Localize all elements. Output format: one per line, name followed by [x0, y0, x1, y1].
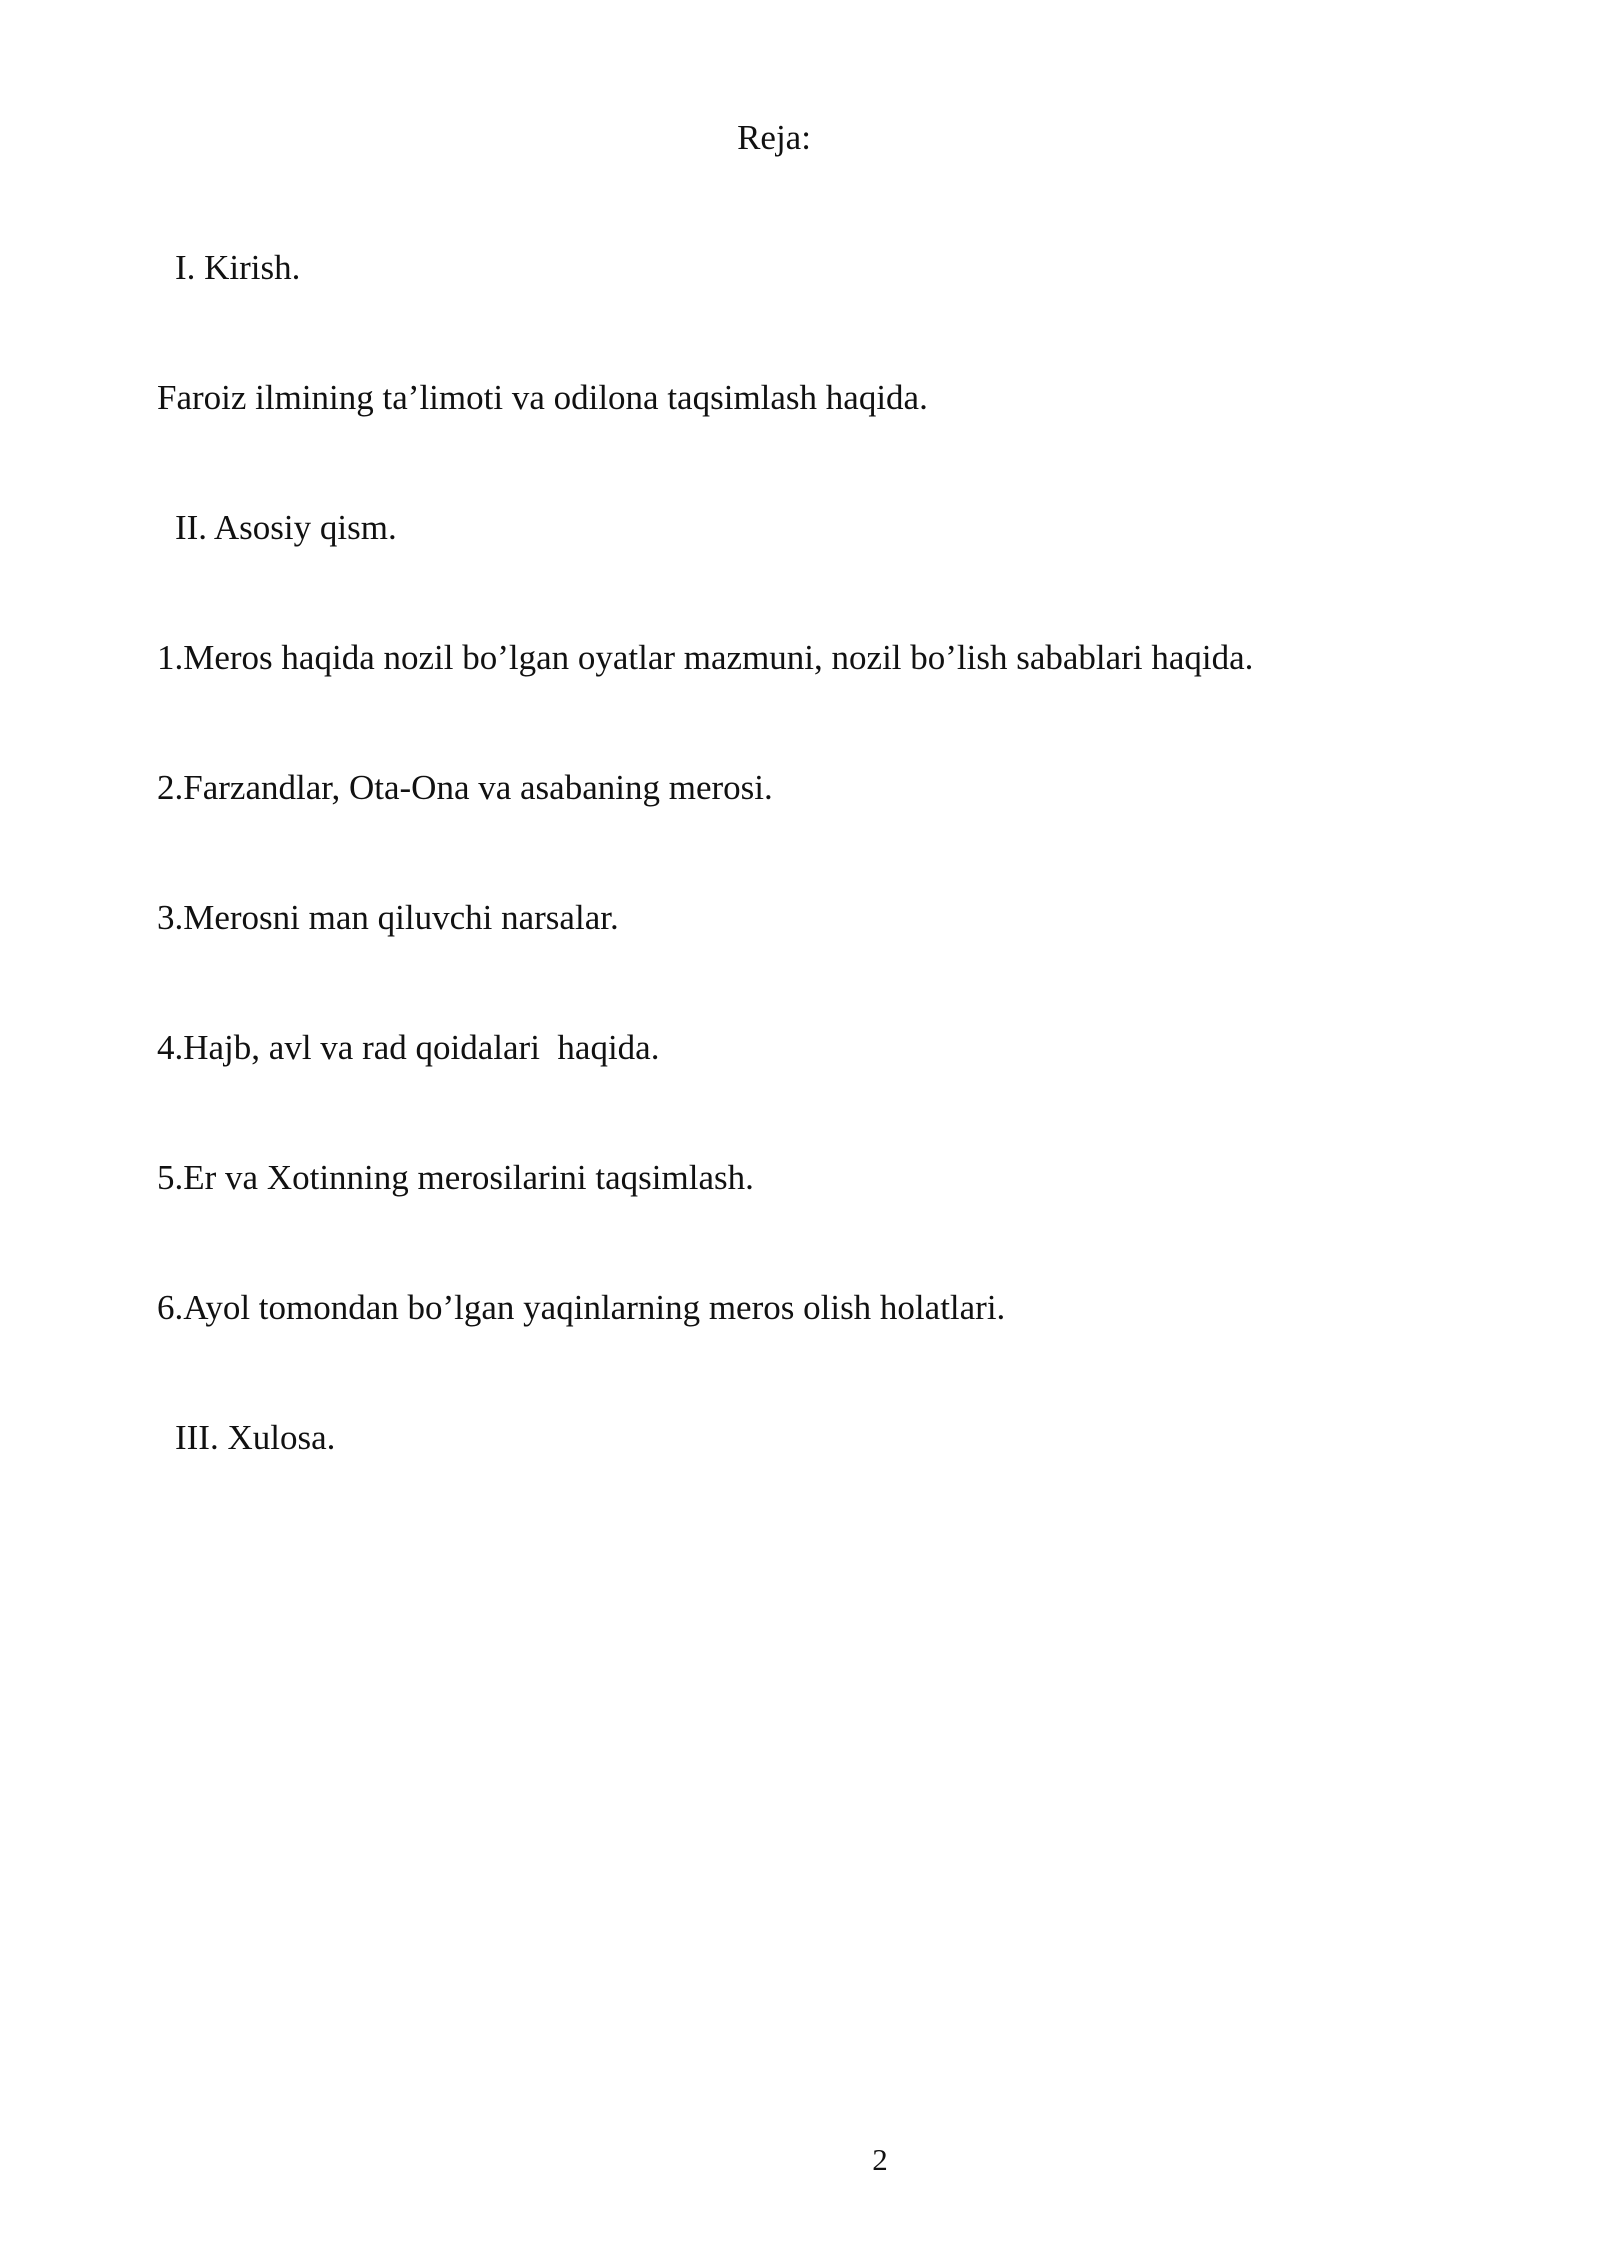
page-number: 2: [872, 2142, 888, 2177]
main-item-4: 4.Hajb, avl va rad qoidalari haqida.: [157, 1028, 660, 1067]
plan-title: Reja:: [737, 118, 811, 157]
main-item-6: 6.Ayol tomondan bo’lgan yaqinlarning meros olish holatlari.: [157, 1288, 1006, 1327]
main-item-5: 5.Er va Xotinning merosilarini taqsimlash.: [157, 1158, 754, 1197]
main-item-1: 1.Meros haqida nozil bo’lgan oyatlar mazmuni, nozil bo’lish sabablari haqida.: [157, 638, 1254, 677]
main-item-2: 2.Farzandlar, Ota-Ona va asabaning merosi.: [157, 768, 773, 807]
section-main-part: II. Asosiy qism.: [175, 508, 397, 547]
section-conclusion: III. Xulosa.: [175, 1418, 336, 1457]
main-item-3: 3.Merosni man qiluvchi narsalar.: [157, 898, 619, 937]
introduction-topic: Faroiz ilmining ta’limoti va odilona taqsimlash haqida.: [157, 378, 928, 417]
section-introduction: I. Kirish.: [175, 248, 301, 287]
